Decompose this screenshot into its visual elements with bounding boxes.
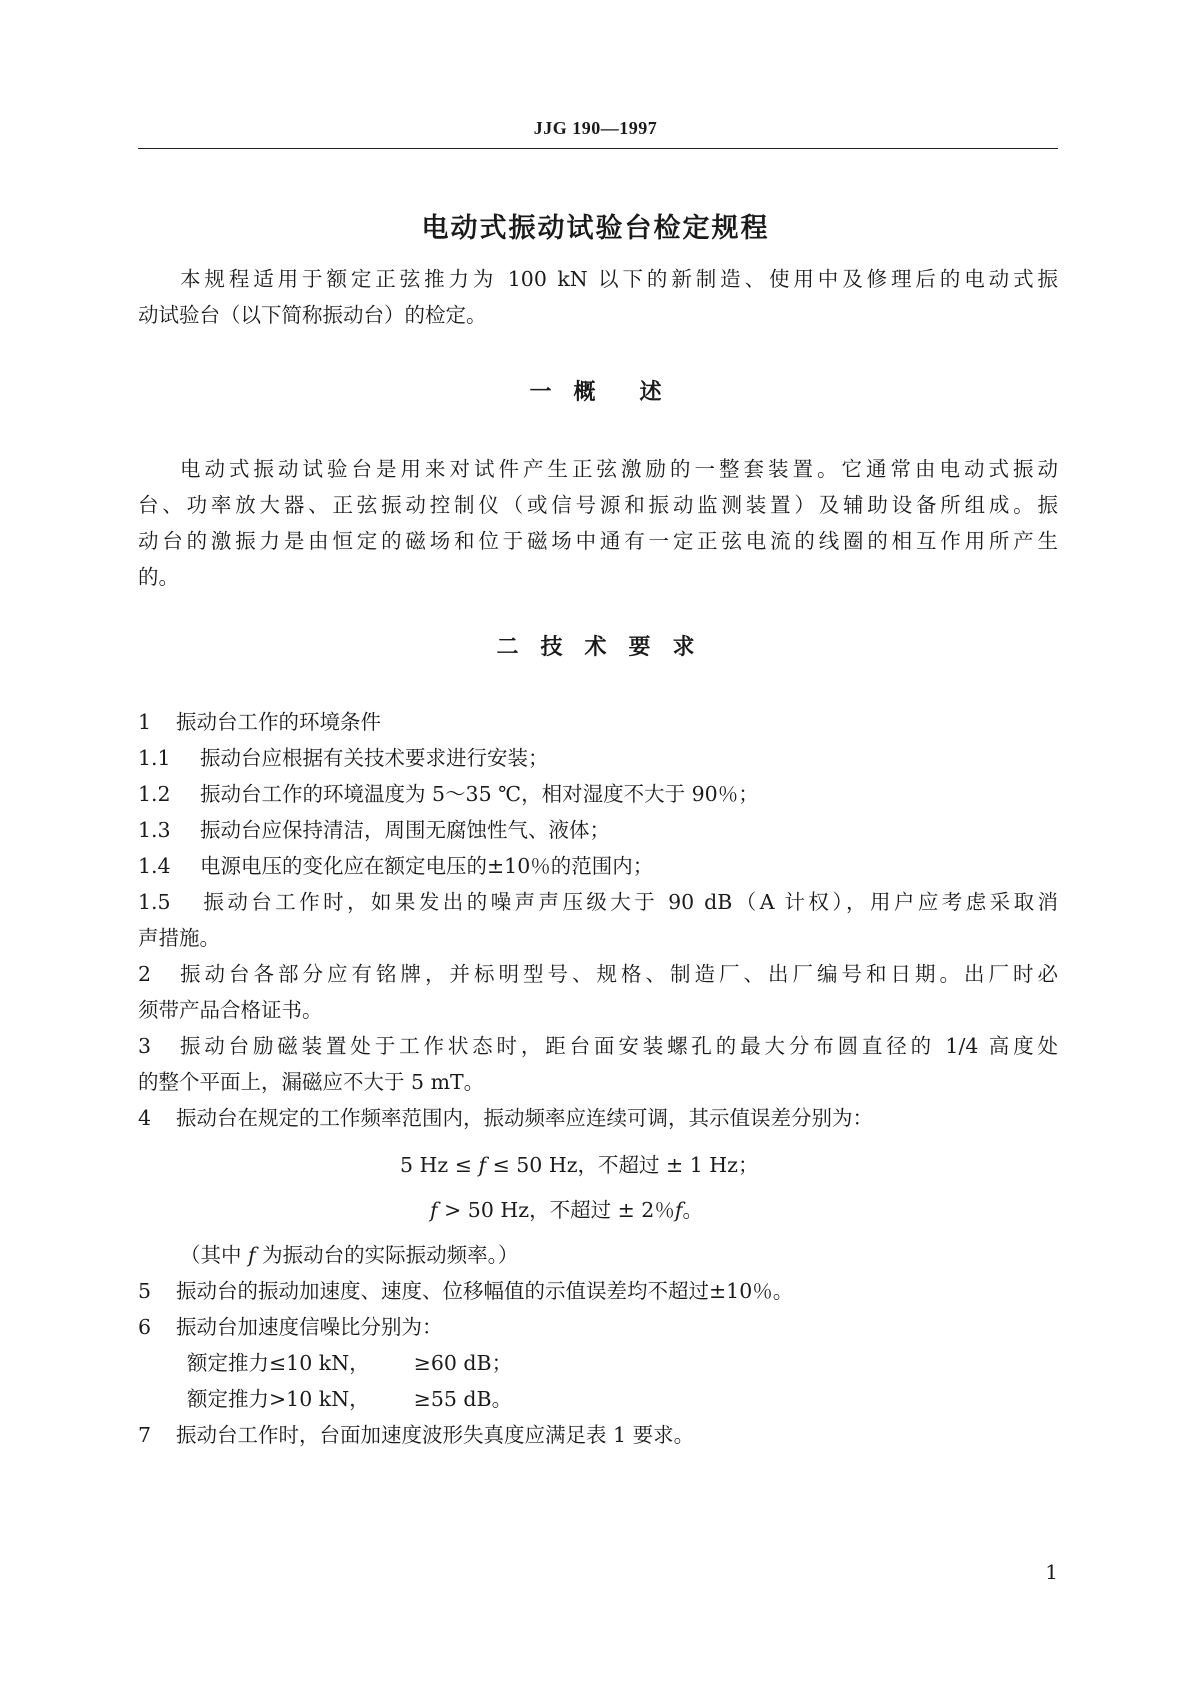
item-7 <box>138 1418 694 1448</box>
item-text: 振动台加速度信噪比分别为： <box>176 1315 443 1339</box>
document-title: 电动式振动试验台检定规程 <box>421 213 770 244</box>
section-1-line-1: 电动式振动试验台是用来对试件产生正弦激励的一整套装置。它通常由电动式振动 <box>180 457 1058 481</box>
item-2 <box>138 957 1058 987</box>
rated-thrust-condition: 额定推力>10 kN， <box>187 1387 370 1411</box>
page-number: 1 <box>1045 1560 1058 1584</box>
item-text: 振动台工作的环境温度为 5～35 ℃，相对湿度不大于 90％； <box>200 782 759 806</box>
snr-value: ≥60 dB； <box>413 1351 513 1375</box>
item-number: 1.5 <box>138 890 171 914</box>
item-1-5 <box>138 885 1058 915</box>
item-1-2 <box>138 777 759 807</box>
formula-part: 。 <box>682 1198 703 1222</box>
item-number: 1.3 <box>138 818 171 842</box>
item-6-row-2 <box>187 1382 512 1412</box>
snr-value: ≥55 dB。 <box>413 1387 513 1411</box>
item-6-row-1 <box>187 1346 512 1376</box>
section-1-line-2: 台、功率放大器、正弦振动控制仪（或信号源和振动监测装置）及辅助设备所组成。振 <box>138 493 1058 517</box>
item-1-4 <box>138 849 653 879</box>
item-text: 振动台工作时，台面加速度波形失真度应满足表 1 要求。 <box>176 1423 695 1447</box>
item-3-continuation: 的整个平面上，漏磁应不大于 5 mT。 <box>138 1070 485 1094</box>
item-text: 振动台应根据有关技术要求进行安装； <box>200 746 549 770</box>
frequency-symbol: f <box>674 1198 683 1222</box>
item-number: 1 <box>138 710 152 734</box>
item-number: 6 <box>138 1315 152 1339</box>
formula-part: ≤ 50 Hz，不超过 ± 1 Hz； <box>486 1153 759 1177</box>
item-text: 振动台励磁装置处于工作状态时，距台面安装螺孔的最大分布圆直径的 1/4 高度处 <box>176 1034 1058 1058</box>
item-1 <box>138 705 381 735</box>
frequency-symbol: f <box>478 1153 487 1177</box>
header-rule <box>138 148 1058 149</box>
standard-code-header: JJG 190—1997 <box>533 118 658 138</box>
item-5 <box>138 1274 793 1304</box>
frequency-symbol: f <box>430 1198 438 1222</box>
note-part: （其中 <box>180 1243 249 1267</box>
item-text: 振动台应保持清洁，周围无腐蚀性气、液体； <box>200 818 610 842</box>
note-part: 为振动台的实际振动频率。） <box>255 1243 519 1267</box>
item-text: 振动台工作时，如果发出的噪声声压级大于 90 dB（A 计权），用户应考虑采取消 <box>200 890 1058 914</box>
item-text: 电源电压的变化应在额定电压的±10％的范围内； <box>200 854 654 878</box>
item-text: 振动台在规定的工作频率范围内，振动频率应连续可调，其示值误差分别为： <box>176 1106 873 1130</box>
rated-thrust-condition: 额定推力≤10 kN， <box>187 1351 370 1375</box>
item-1-1 <box>138 741 549 771</box>
section-1-line-4: 的。 <box>138 565 179 589</box>
intro-line-1: 本规程适用于额定正弦推力为 100 kN 以下的新制造、使用中及修理后的电动式振 <box>180 267 1058 291</box>
item-number: 2 <box>138 962 152 986</box>
item-number: 5 <box>138 1279 152 1303</box>
item-text: 振动台各部分应有铭牌，并标明型号、规格、制造厂、出厂编号和日期。出厂时必 <box>176 962 1058 986</box>
section-2-heading: 二 技 术 要 求 <box>496 635 695 660</box>
item-4-note <box>180 1238 518 1268</box>
item-number: 1.1 <box>138 746 171 770</box>
formula-part: > 50 Hz，不超过 ± 2％ <box>437 1198 675 1222</box>
section-1-heading: 一 概 述 <box>529 380 662 405</box>
item-2-continuation: 须带产品合格证书。 <box>138 998 323 1022</box>
item-number: 4 <box>138 1106 152 1130</box>
item-number: 7 <box>138 1423 152 1447</box>
item-number: 1.2 <box>138 782 171 806</box>
intro-line-2: 动试验台（以下简称振动台）的检定。 <box>138 303 487 327</box>
item-text: 振动台的振动加速度、速度、位移幅值的示值误差均不超过±10％。 <box>176 1279 794 1303</box>
item-6 <box>138 1310 443 1340</box>
formula-part: 5 Hz ≤ <box>400 1153 479 1177</box>
item-number: 3 <box>138 1034 152 1058</box>
item-3 <box>138 1029 1058 1059</box>
item-1-3 <box>138 813 610 843</box>
section-1-line-3: 动台的激振力是由恒定的磁场和位于磁场中通有一定正弦电流的线圈的相互作用所产生 <box>138 529 1058 553</box>
formula-2 <box>430 1193 703 1223</box>
item-1-5-continuation: 声措施。 <box>138 926 220 950</box>
frequency-symbol: f <box>248 1243 256 1267</box>
formula-1 <box>400 1148 758 1178</box>
item-number: 1.4 <box>138 854 171 878</box>
item-text: 振动台工作的环境条件 <box>176 710 381 734</box>
item-4 <box>138 1101 873 1131</box>
